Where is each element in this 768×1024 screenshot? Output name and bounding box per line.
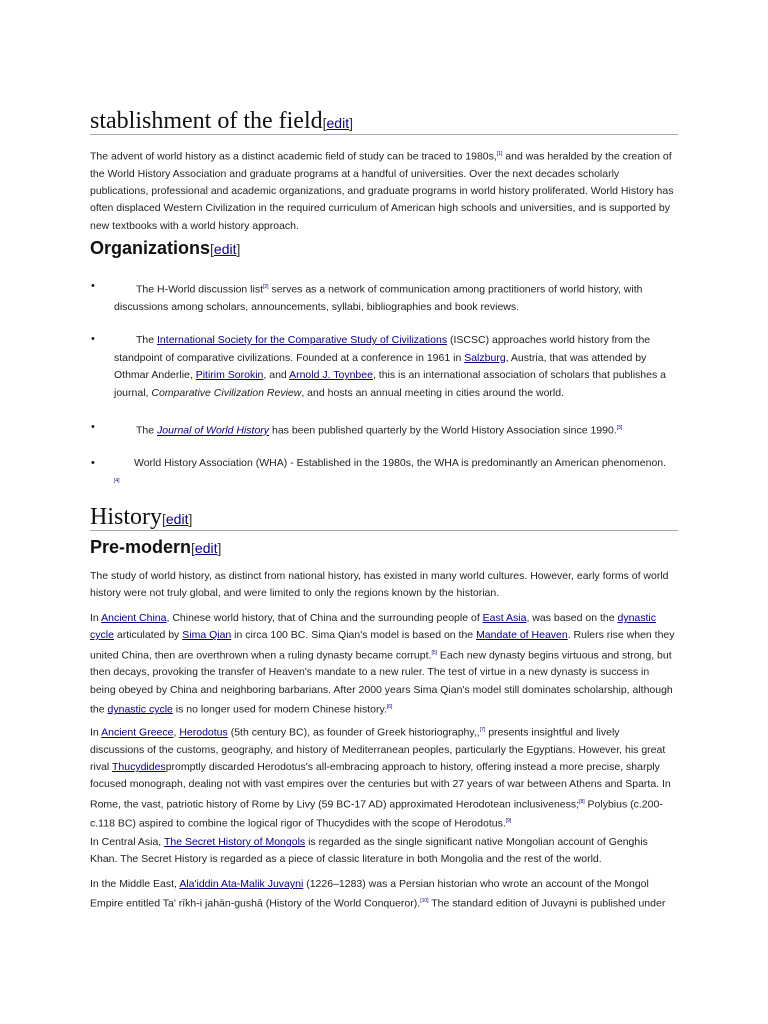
- heading-divider: [90, 134, 678, 135]
- link-iscsc[interactable]: International Society for the Comparative Study of Civilizations: [157, 334, 448, 346]
- section-heading-history: [90, 504, 192, 531]
- text: Polybius (c.200-c.118 BC) aspired to combine the logical rigor of Thucydides with the scope of Herodotus.: [90, 798, 663, 830]
- text: presents insightful and lively discussions of the customs, geography, and history of Mediterranean peoples, particularly the Egyptians. However, his great rival: [90, 726, 666, 774]
- paragraph-premodern-intro: [90, 568, 676, 603]
- section-heading-organizations: [90, 238, 240, 259]
- text: In: [90, 726, 102, 739]
- ref-link[interactable]: [4]: [114, 477, 120, 484]
- heading-divider: [90, 530, 678, 531]
- text: and was heralded by the creation of the World History Association and graduate programs at a handful of universities. Over the next decades scholarly publications, professional and academic organizations, and graduate programs in world history proliferated. World History has often displaced Western Civilization in the required curriculum of American high schools and universities, and is supported by new textbooks with a world history approach.: [90, 150, 674, 232]
- text: serves as a network of communication among practitioners of world history, with discussions among scholars, announcements, syllabi, bibliographies and book reviews.: [114, 283, 643, 313]
- bullet-dot: •: [91, 280, 95, 292]
- text: . Rulers rise when they united China, then are overthrown when a ruling dynasty became corrupt.: [90, 629, 675, 662]
- text: (1226–1283) was a Persian historian who wrote an account of the Mongol Empire entitled Ta' rīkh-i jahān-gushā (History of the World Conqueror).: [90, 878, 649, 910]
- text: , Austria, that was attended by Othmar Anderlie,: [114, 351, 647, 381]
- text: promptly discarded Herodotus's all-embracing approach to history, offering instead a more precise, sharply focused monograph, dealing not with vast empires over the centuries but with 27 years of war between Athens and Sparta. In Rome, the vast, patriotic history of Rome by Livy (59 BC-17 AD) approximated Herodotean inclusiveness;: [90, 761, 671, 811]
- bullet-dot: •: [91, 421, 95, 433]
- section-heading-premodern: [90, 537, 221, 558]
- link-herodotus[interactable]: Herodotus: [179, 726, 228, 739]
- text: In the Middle East,: [90, 878, 180, 890]
- list-item: [114, 279, 676, 317]
- edit-section: [edit]: [191, 540, 222, 556]
- text: The standard edition of Juvayni is published under: [428, 897, 666, 910]
- link-toynbee[interactable]: Arnold J. Toynbee: [289, 369, 373, 381]
- link-east-asia[interactable]: East Asia: [482, 612, 527, 624]
- bullet-dot: •: [91, 457, 95, 469]
- section-heading-establishment: [90, 108, 353, 135]
- ref-link[interactable]: [8]: [579, 798, 585, 805]
- text: (ISCSC) approaches world history from the standpoint of comparative civilizations. Founded at a conference in 1961 in: [114, 334, 651, 364]
- text: The H-World discussion list: [136, 283, 264, 296]
- link-salzburg[interactable]: Salzburg: [464, 351, 506, 364]
- link-journal-world-history[interactable]: [157, 425, 269, 437]
- edit-section: [edit]: [210, 241, 241, 257]
- text: The advent of world history as a distinct academic field of study can be traced to 1980s,: [90, 150, 497, 163]
- text: is no longer used for modern Chinese history.: [172, 703, 387, 716]
- ref-link[interactable]: [10]: [420, 898, 429, 905]
- text: In: [90, 612, 102, 624]
- ref-link[interactable]: [7]: [479, 727, 486, 733]
- text: , Chinese world history, that of China and the surrounding people of: [166, 612, 483, 624]
- heading-text: History: [90, 504, 162, 530]
- text: has been published quarterly by the World History Association since 1990.: [269, 424, 617, 437]
- ref-link[interactable]: [9]: [505, 818, 512, 825]
- paragraph-ancient-china: [90, 610, 676, 719]
- link-sima-qian[interactable]: Sima Qian: [182, 629, 232, 642]
- list-item: [114, 455, 676, 493]
- link-ancient-greece[interactable]: Ancient Greece: [101, 726, 174, 739]
- list-item: [114, 332, 676, 402]
- text: (5th century BC), as founder of Greek historiography,,: [227, 726, 480, 739]
- heading-text: stablishment of the field: [90, 108, 323, 134]
- link-thucydides[interactable]: Thucydides: [111, 761, 166, 774]
- ref-link[interactable]: [2]: [263, 284, 269, 290]
- edit-link[interactable]: edit: [326, 115, 350, 131]
- journal-title: Comparative Civilization Review: [151, 386, 302, 399]
- text: articulated by: [113, 629, 183, 642]
- link-ancient-china[interactable]: Ancient China: [101, 612, 167, 624]
- link-sorokin[interactable]: Pitirim Sorokin: [195, 369, 264, 381]
- text: , and hosts an annual meeting in cities around the world.: [301, 386, 564, 399]
- link-mandate-of-heaven[interactable]: Mandate of Heaven: [476, 629, 568, 642]
- ref-link[interactable]: [1]: [496, 151, 503, 157]
- heading-text: Pre-modern: [90, 537, 192, 557]
- edit-link[interactable]: edit: [194, 540, 218, 556]
- edit-link[interactable]: edit: [213, 241, 237, 257]
- ref-link[interactable]: [3]: [616, 425, 623, 431]
- paragraph-middle-east: [90, 876, 676, 913]
- text: The: [136, 334, 158, 346]
- edit-section: [edit]: [162, 511, 193, 527]
- link-dynastic-cycle[interactable]: dynastic cycle: [90, 612, 657, 642]
- text: , was based on the: [526, 612, 618, 624]
- edit-section: [edit]: [322, 115, 353, 131]
- paragraph-ancient-greece: [90, 722, 676, 833]
- text: In Central Asia,: [90, 836, 164, 848]
- link-dynastic-cycle[interactable]: dynastic cycle: [107, 703, 173, 716]
- paragraph-central-asia: [90, 834, 676, 869]
- ref-link[interactable]: [5]: [431, 649, 438, 656]
- list-item: [114, 420, 676, 440]
- text: Each new dynasty begins virtuous and strong, but then decays, provoking the transfer of Heaven's mandate to a new ruler. The test of virtue in a new dynasty is success in being obeyed by China and neighboring barbarians. After 2000 years Sima Qian's model still dominates scholarship, although the: [90, 649, 673, 716]
- text: , and: [263, 369, 290, 381]
- link-text: Journal of World History: [157, 424, 270, 437]
- paragraph-establishment: [90, 146, 676, 235]
- bullet-dot: •: [91, 333, 95, 345]
- text: The study of world history, as distinct from national history, has existed in many world cultures. However, early forms of world history were not truly global, and were limited to only the regions known by the historian.: [90, 570, 669, 600]
- edit-link[interactable]: edit: [165, 511, 189, 527]
- link-juvayni[interactable]: Ala'iddin Ata-Malik Juvayni: [179, 878, 304, 890]
- text: ,: [173, 726, 180, 739]
- text: in circa 100 BC. Sima Qian's model is based on the: [231, 629, 477, 642]
- text: World History Association (WHA) - Established in the 1980s, the WHA is predominantly an American phenomenon.: [134, 457, 667, 469]
- text: is regarded as the single significant native Mongolian account of Genghis Khan. The Secret History is regarded as a piece of classic literature in both Mongolia and the rest of the world.: [90, 836, 648, 866]
- text: , this is an international association of scholars that publishes a journal,: [114, 369, 666, 399]
- link-secret-history[interactable]: The Secret History of Mongols: [163, 836, 306, 848]
- text: The: [136, 424, 158, 437]
- ref-link[interactable]: [6]: [386, 703, 393, 710]
- heading-text: Organizations: [90, 238, 211, 258]
